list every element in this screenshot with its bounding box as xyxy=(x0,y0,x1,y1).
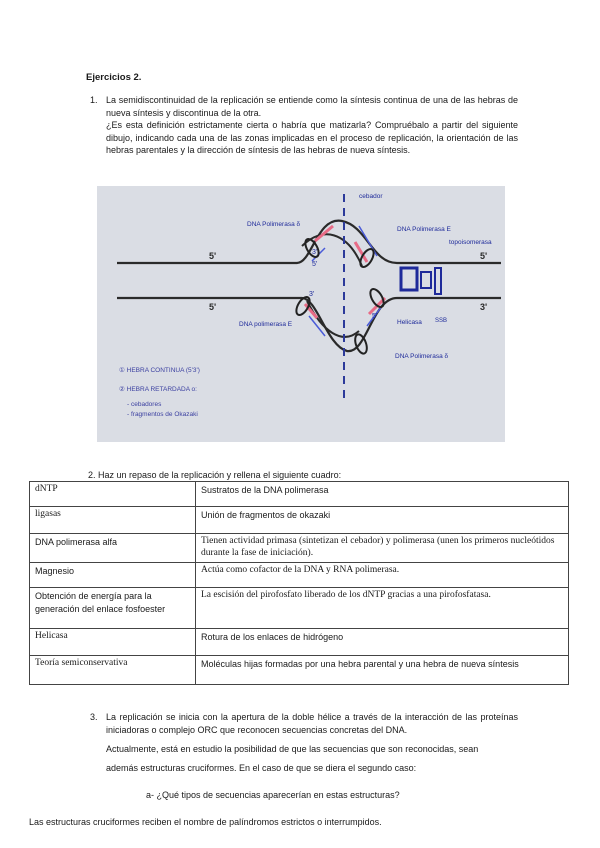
question-3-text: La replicación se inicia con la apertura de la doble hélice a través de la interacción de las proteínas iniciadoras o complejo ORC que reconocen secuencias concretas del DNA. xyxy=(106,712,518,735)
legend-continuous: ① HEBRA CONTINUA (5'3') xyxy=(119,367,200,374)
table-description: Actúa como cofactor de la DNA y RNA polimerasa. xyxy=(196,563,569,588)
table-term: Magnesio xyxy=(30,563,196,588)
label-3-small-top: 3' xyxy=(312,249,318,256)
question-3-context xyxy=(106,743,516,780)
table-description: Rotura de los enlaces de hidrógeno xyxy=(196,629,569,656)
question-1-number: 1. xyxy=(90,95,98,105)
label-pol-eps-top: DNA Polimerasa E xyxy=(397,226,451,233)
label-cebador: cebador xyxy=(359,193,383,200)
table-row xyxy=(30,588,569,629)
question-3 xyxy=(90,711,518,736)
table-term: ligasas xyxy=(30,507,196,534)
topoisomerase-box xyxy=(435,268,441,294)
table-description: Unión de fragmentos de okazaki xyxy=(196,507,569,534)
label-helicasa: Helicasa xyxy=(397,319,422,326)
question-2-heading: 2. Haz un repaso de la replicación y rellena el siguiente cuadro: xyxy=(88,470,342,480)
table-term: DNA polimerasa alfa xyxy=(30,534,196,563)
label-3-right-bottom: 3' xyxy=(480,302,488,312)
label-topoisomerasa: topoisomerasa xyxy=(449,239,492,246)
table-term: Obtención de energía para la generación del enlace fosfoester xyxy=(30,588,196,629)
label-pol-delta-bottom: DNA Polimerasa δ xyxy=(395,353,449,360)
polymerase-ring-bottom-right xyxy=(368,287,387,309)
question-3-para2: además estructuras cruciformes. En el caso de que se diera el segundo caso: xyxy=(106,762,417,773)
question-1-prompt: ¿Es esta definición estrictamente cierta o habría que matizarla? Compruébalo a partir del siguiente dibujo, indicando cada una de las zonas implicadas en el proceso de replicación, la orientación de las hebras parentales y la dirección de síntesis de las hebras de nueva síntesis. xyxy=(106,120,518,156)
table-description: La escisión del pirofosfato liberado de los dNTP gracias a una pirofosfatasa. xyxy=(196,588,569,629)
question-3-para1: Actualmente, está en estudio la posibilidad de que las secuencias que son reconocidas, sean xyxy=(106,744,479,754)
question-3a: a- ¿Qué tipos de secuencias aparecerían en estas estructuras? xyxy=(146,790,400,800)
question-1 xyxy=(90,94,518,157)
label-5-small-bottom: 5' xyxy=(372,313,378,320)
question-3-number: 3. xyxy=(90,712,98,722)
table-description: Sustratos de la DNA polimerasa xyxy=(196,482,569,507)
replication-fork-drawing xyxy=(97,186,505,442)
legend-lagging: ② HEBRA RETARDADA o: xyxy=(119,386,197,393)
table-row xyxy=(30,629,569,656)
exercise-title: Ejercicios 2. xyxy=(86,72,142,83)
helicase-box xyxy=(401,268,417,290)
question-1-statement: La semidiscontinuidad de la replicación se entiende como la síntesis continua de una de las hebras de nueva síntesis y discontinua de la otra. xyxy=(106,95,518,118)
label-5-small-top: 5' xyxy=(312,261,318,268)
replication-drawing-svg xyxy=(97,186,505,442)
legend-okazaki: - fragmentos de Okazaki xyxy=(127,411,198,418)
label-ssb: SSB xyxy=(435,318,448,324)
replication-table xyxy=(29,481,569,685)
bottom-new-strand xyxy=(307,301,359,337)
table-row xyxy=(30,563,569,588)
table-row xyxy=(30,656,569,685)
table-description: Moléculas hijas formadas por una hebra parental y una hebra de nueva síntesis xyxy=(196,656,569,685)
legend-primers: - cebadores xyxy=(127,401,162,408)
table-term: Helicasa xyxy=(30,629,196,656)
table-row xyxy=(30,482,569,507)
table-row xyxy=(30,507,569,534)
table-term: Teoría semiconservativa xyxy=(30,656,196,685)
label-5-left-top: 5' xyxy=(209,251,217,261)
table-description: Tienen actividad primasa (sintetizan el cebador) y polimerasa (unen los primeros nucleótidos durante la fase de iniciación). xyxy=(196,534,569,563)
label-5-left-bottom: 5' xyxy=(209,302,217,312)
label-3-small-bottom: 3' xyxy=(309,291,315,298)
ssb-box xyxy=(421,272,431,288)
label-pol-eps-bottom: DNA polimerasa E xyxy=(239,321,293,328)
answer-text: Las estructuras cruciformes reciben el nombre de palíndromos estrictos o interrumpidos. xyxy=(29,817,382,827)
table-row xyxy=(30,534,569,563)
table-term: dNTP xyxy=(30,482,196,507)
label-5-right-top: 5' xyxy=(480,251,488,261)
label-pol-delta-top: DNA Polimerasa δ xyxy=(247,221,301,228)
